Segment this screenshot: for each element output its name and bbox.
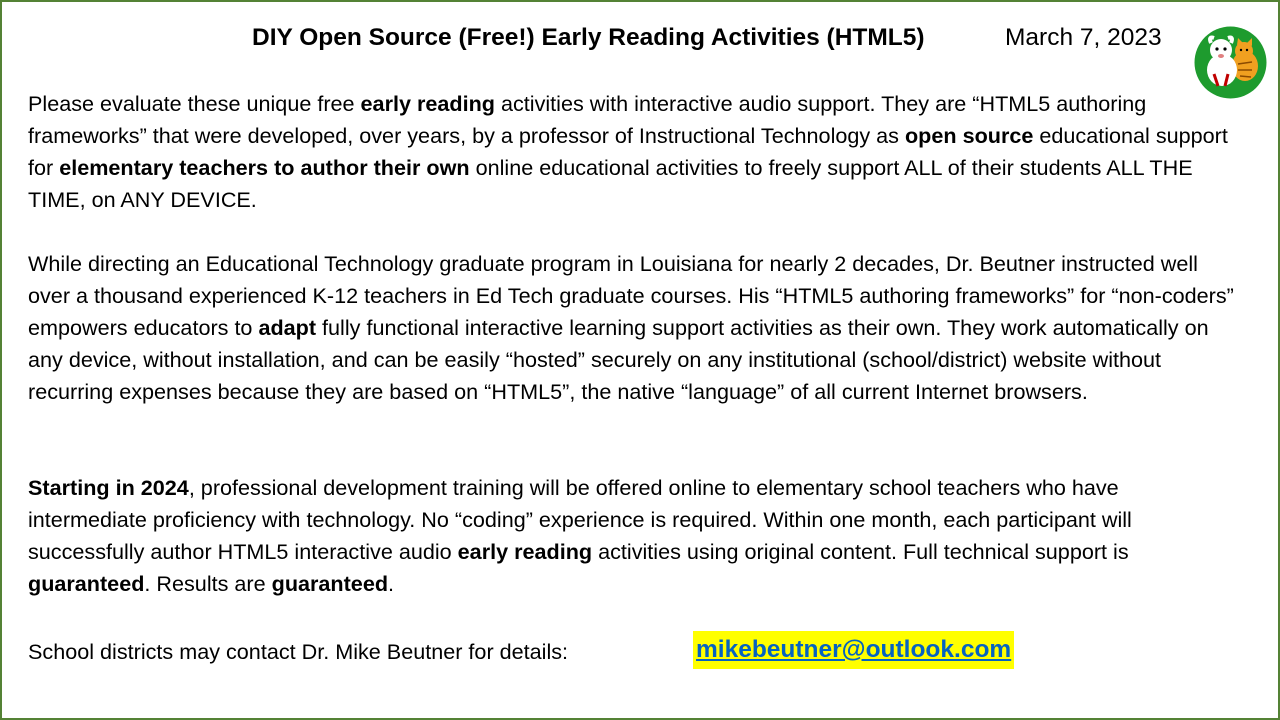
contact-label: School districts may contact Dr. Mike Beutner for details:: [28, 639, 569, 664]
background-paragraph: While directing an Educational Technology graduate program in Louisiana for nearly 2 decades, Dr. Beutner instructed well over a thousand experienced K-12 teachers in Ed Tech graduate courses. His “HTML5 authoring frameworks” for “non-coders” empowers educators to adapt fully functional interactive learning support activities as their own. They work automatically on any device, without installation, and can be easily “hosted” securely on any institutional (school/district) website without recurring expenses because they are based on “HTML5”, the native “language” of all current Internet browsers.: [28, 251, 1234, 404]
training-paragraph: Starting in 2024, professional development training will be offered online to elementary school teachers who have intermediate proficiency with technology. No “coding” experience is required. Within one month, each participant will successfully author HTML5 interactive audio early reading activities using original content. Full technical support is guaranteed. Results are guaranteed.: [28, 475, 1132, 596]
date-label: March 7, 2023: [1005, 24, 1162, 51]
page-title: DIY Open Source (Free!) Early Reading Activities (HTML5): [252, 24, 925, 51]
email-link[interactable]: mikebeutner@outlook.com: [693, 631, 1014, 669]
intro-paragraph: Please evaluate these unique free early reading activities with interactive audio support. They are “HTML5 authoring frameworks” that were developed, over years, by a professor of Instructional Technology as open source educational support for elementary teachers to author their own online educational activities to freely support ALL of their students ALL THE TIME, on ANY DEVICE.: [28, 91, 1228, 212]
